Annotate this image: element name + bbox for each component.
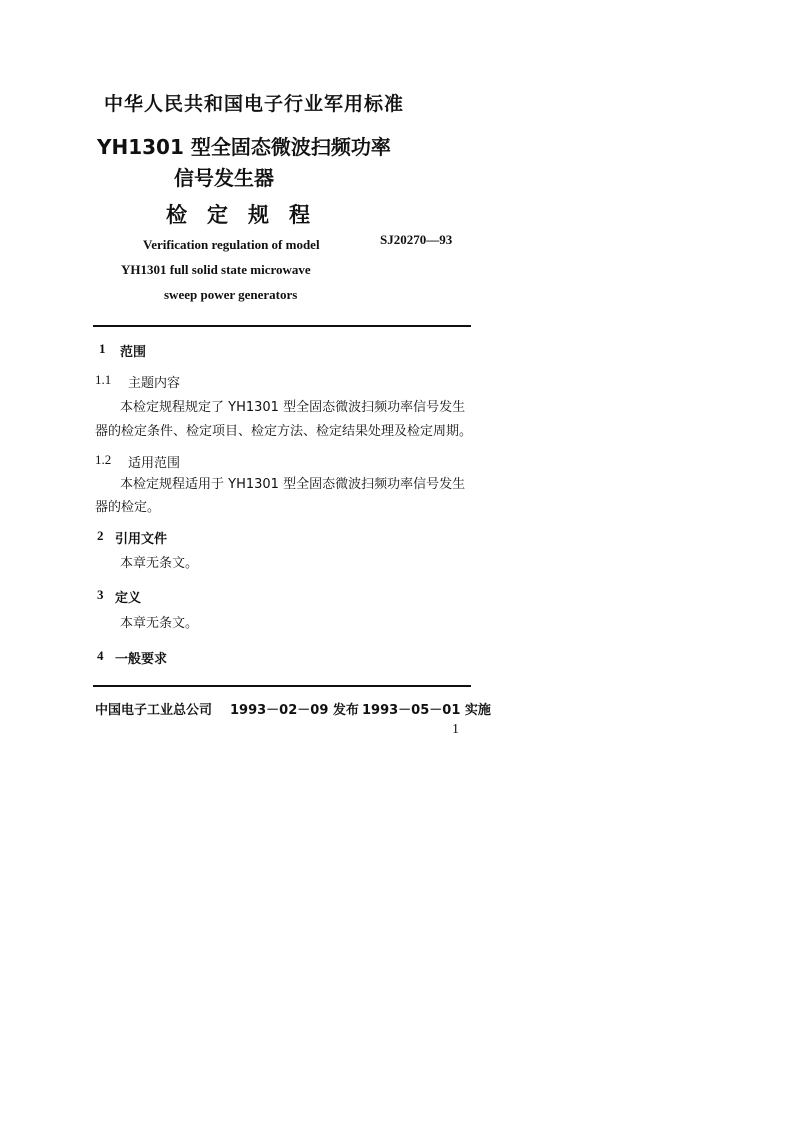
standard-number: SJ20270—93 [380,232,453,247]
header-divider [93,325,471,327]
section-1-2-title: 适用范围 [128,456,181,471]
section-4-title: 一般要求 [115,652,168,667]
issuer: 中国电子工业总公司 [95,703,213,718]
publish-date: 1993－02－09 发布 [230,703,359,718]
document-title-line2: 信号发生器 [174,166,274,190]
page-number: 1 [452,722,459,737]
section-1-1-number: 1.1 [95,372,112,387]
english-title-line3: sweep power generators [164,287,298,302]
english-title-line2: YH1301 full solid state microwave [121,262,311,277]
section-1-number: 1 [99,341,106,356]
section-3-number: 3 [97,587,104,602]
section-3-title: 定义 [115,591,142,606]
footer-divider [93,685,471,687]
section-3-text: 本章无条文。 [120,616,199,631]
section-2-title: 引用文件 [115,532,168,547]
section-1-2-number: 1.2 [95,452,112,467]
section-1-2-text-line1: 本检定规程适用于 YH1301 型全固态微波扫频功率信号发生 [120,477,466,492]
section-2-number: 2 [97,528,104,543]
document-title-line3: 检定规程 [166,203,330,227]
english-title-line1: Verification regulation of model [143,237,320,252]
effective-date: 1993－05－01 实施 [362,703,491,718]
section-4-number: 4 [97,648,104,663]
section-1-title: 范围 [120,345,147,360]
section-1-1-text-line2: 器的检定条件、检定项目、检定方法、检定结果处理及检定周期。 [95,424,473,439]
section-1-1-title: 主题内容 [128,376,181,391]
document-title-line1: YH1301 型全固态微波扫频功率 [97,135,391,159]
standard-category: 中华人民共和国电子行业军用标准 [104,93,405,115]
section-1-1-text-line1: 本检定规程规定了 YH1301 型全固态微波扫频功率信号发生 [120,400,466,415]
section-1-2-text-line2: 器的检定。 [95,500,161,515]
section-2-text: 本章无条文。 [120,556,199,571]
